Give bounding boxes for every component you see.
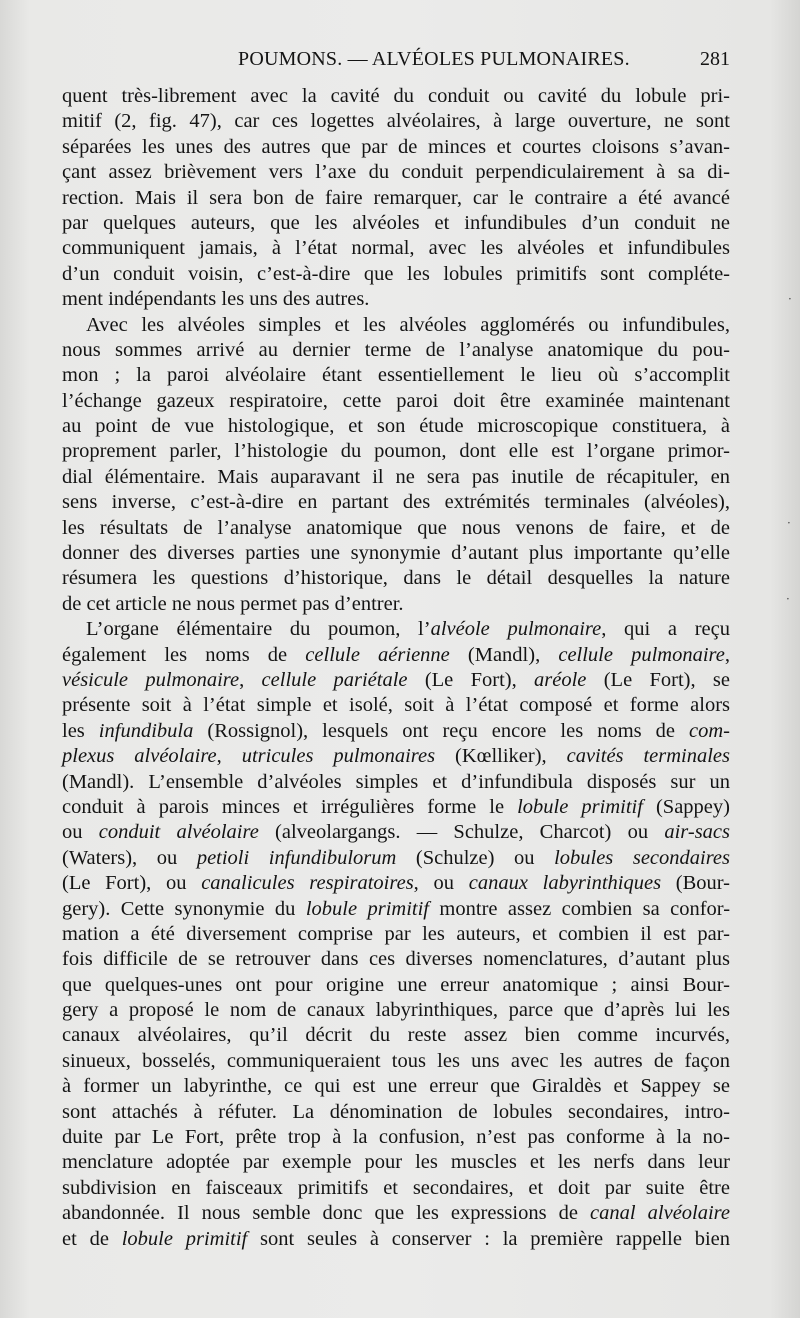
text-line: canaux alvéolaires, qu’il décrit du reste assez bien comme incurvés,: [62, 1024, 730, 1047]
scan-speck: ·: [788, 292, 792, 306]
text-line: séparées les unes des autres que par de minces et courtes cloisons s’avan-: [62, 135, 730, 158]
text-line: gery). Cette synonymie du lobule primitif montre assez combien sa confor-: [62, 897, 731, 920]
running-header: [62, 46, 730, 76]
text-line: à former un labyrinthe, ce qui est une erreur que Giraldès et Sappey se: [62, 1075, 730, 1098]
text-line: duite par Le Fort, prête trop à la confusion, n’est pas conforme à la no-: [62, 1126, 730, 1149]
text-line: ment indépendants les uns des autres.: [62, 288, 370, 311]
body-text: [62, 84, 730, 1252]
text-line: au point de vue histologique, et son étude microscopique constituera, à: [62, 415, 730, 438]
text-line: sens inverse, c’est-à-dire en partant des extrémités terminales (alvéoles),: [62, 491, 730, 514]
text-line: rection. Mais il sera bon de faire remarquer, car le contraire a été avancé: [62, 186, 730, 209]
scan-speck: ·: [786, 592, 790, 606]
text-line: d’un conduit voisin, c’est-à-dire que les lobules primitifs sont compléte-: [62, 262, 730, 285]
text-line: et de lobule primitif sont seules à conserver : la première rappelle bien: [62, 1227, 730, 1250]
text-line: dial élémentaire. Mais auparavant il ne sera pas inutile de récapituler, en: [62, 465, 730, 488]
text-line: ou conduit alvéolaire (alveolargangs. — Schulze, Charcot) ou air-sacs: [62, 821, 731, 844]
running-title: POUMONS. — ALVÉOLES PULMONAIRES.: [238, 48, 630, 70]
text-line: gery a proposé le nom de canaux labyrinthiques, parce que d’après lui les: [62, 999, 730, 1022]
text-line: présente soit à l’état simple et isolé, soit à l’état composé et forme alors: [62, 694, 730, 717]
text-line: L’organe élémentaire du poumon, l’alvéole pulmonaire, qui a reçu: [86, 618, 730, 641]
text-line: plexus alvéolaire, utricules pulmonaires (Kœlliker), cavités terminales: [62, 745, 730, 768]
text-line: çant assez brièvement vers l’axe du conduit perpendiculairement à sa di-: [62, 161, 730, 184]
text-line: les résultats de l’analyse anatomique que nous venons de faire, et de: [62, 516, 730, 539]
text-line: l’échange gazeux respiratoire, cette paroi doit être examinée maintenant: [62, 389, 730, 412]
text-line: mation a été diversement comprise par les auteurs, et combien il est par-: [62, 922, 730, 945]
text-line: communiquent jamais, à l’état normal, avec les alvéoles et infundibules: [62, 237, 730, 260]
text-line: (Waters), ou petioli infundibulorum (Schulze) ou lobules secondaires: [62, 846, 731, 869]
text-line: que quelques-unes ont pour origine une erreur anatomique ; ainsi Bour-: [62, 973, 730, 996]
text-line: (Mandl). L’ensemble d’alvéoles simples et d’infundibula disposés sur un: [62, 770, 730, 793]
text-line: quent très-librement avec la cavité du conduit ou cavité du lobule pri-: [62, 85, 730, 107]
text-line: sont attachés à réfuter. La dénomination de lobules secondaires, intro-: [62, 1100, 730, 1123]
text-line: donner des diverses parties une synonymie d’autant plus importante qu’elle: [62, 542, 730, 565]
text-line: également les noms de cellule aérienne (Mandl), cellule pulmonaire,: [62, 643, 730, 666]
text-line: sinueux, bosselés, communiqueraient tous les uns avec les autres de façon: [62, 1049, 730, 1072]
text-line: conduit à parois minces et irrégulières forme le lobule primitif (Sappey): [62, 795, 730, 818]
text-line: proprement parler, l’histologie du poumon, dont elle est l’organe primor-: [62, 440, 730, 463]
text-line: nous sommes arrivé au dernier terme de l’analyse anatomique du pou-: [62, 338, 730, 361]
text-line: les infundibula (Rossignol), lesquels ont reçu encore les noms de com-: [62, 719, 730, 742]
text-line: de cet article ne nous permet pas d’entrer.: [62, 592, 404, 615]
text-line: (Le Fort), ou canalicules respiratoires, ou canaux labyrinthiques (Bour-: [62, 872, 731, 895]
text-line: fois difficile de se retrouver dans ces diverses nomenclatures, d’autant plus: [62, 948, 730, 971]
text-line: subdivision en faisceaux primitifs et secondaires, et doit par suite être: [62, 1176, 730, 1199]
text-line: menclature adoptée par exemple pour les muscles et les nerfs dans leur: [62, 1151, 730, 1174]
text-line: abandonnée. Il nous semble donc que les expressions de canal alvéolaire: [62, 1202, 730, 1225]
text-line: vésicule pulmonaire, cellule pariétale (Le Fort), aréole (Le Fort), se: [62, 668, 730, 691]
text-line: Avec les alvéoles simples et les alvéoles agglomérés ou infundibules,: [86, 313, 730, 336]
text-line: mon ; la paroi alvéolaire étant essentiellement le lieu où s’accomplit: [62, 364, 730, 387]
text-line: par quelques auteurs, que les alvéoles et infundibules d’un conduit ne: [62, 211, 730, 234]
text-line: mitif (2, fig. 47), car ces logettes alvéolaires, à large ouverture, ne sont: [62, 110, 730, 133]
scan-speck: ·: [787, 516, 791, 530]
text-line: résumera les questions d’historique, dans le détail desquelles la nature: [62, 567, 730, 590]
page-number: 281: [700, 48, 730, 70]
